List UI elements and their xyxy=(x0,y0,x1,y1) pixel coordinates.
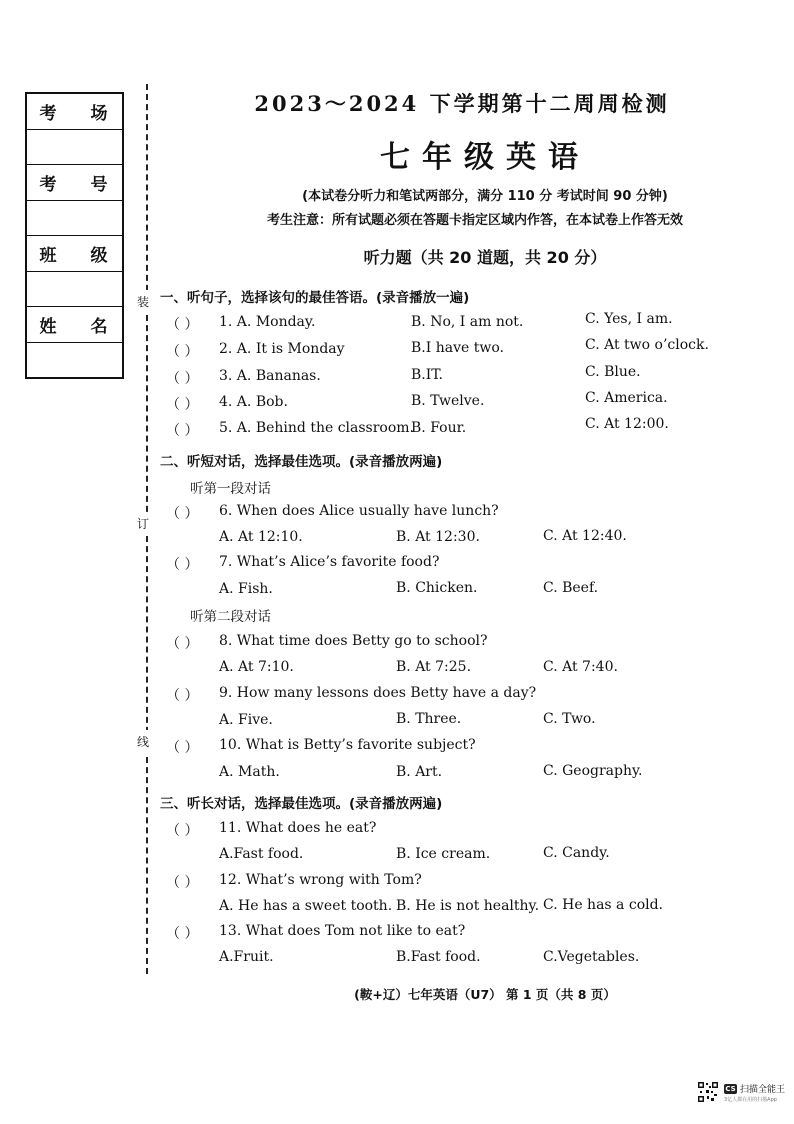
q8-stem: 8. What time does Betty go to school? xyxy=(219,633,488,649)
q6-option-b: B. At 12:30. xyxy=(396,529,480,545)
q1-option-c: C. Yes, I am. xyxy=(585,311,673,327)
q4-option-b: B. Twelve. xyxy=(411,393,485,409)
scanner-tagline: 3亿人都在用的扫描App xyxy=(724,1097,777,1103)
answer-paren-2[interactable]: （ ） xyxy=(166,344,199,360)
q8-option-c: C. At 7:40. xyxy=(543,659,618,675)
answer-paren-7[interactable]: （ ） xyxy=(166,557,199,573)
scanner-brand-name: 扫描全能王 xyxy=(740,1085,786,1095)
q5-option-c: C. At 12:00. xyxy=(585,416,669,432)
info-blank-name xyxy=(27,343,122,379)
q12-stem: 12. What’s wrong with Tom? xyxy=(219,872,422,888)
student-info-box xyxy=(25,92,124,379)
q10-option-a: A. Math. xyxy=(219,764,280,780)
info-blank-exam-number xyxy=(27,201,122,237)
q9-option-a: A. Five. xyxy=(219,712,273,728)
answer-paren-10[interactable]: （ ） xyxy=(166,740,199,756)
q5-option-a: 5. A. Behind the classroom. xyxy=(219,420,415,436)
answer-paren-1[interactable]: （ ） xyxy=(166,317,199,333)
q13-option-b: B.Fast food. xyxy=(396,949,481,965)
q11-option-a: A.Fast food. xyxy=(219,846,304,862)
scanner-watermark xyxy=(724,1082,785,1095)
q6-option-c: C. At 12:40. xyxy=(543,528,627,544)
exam-info-note: (本试卷分听力和笔试两部分，满分 110 分 考试时间 90 分钟) xyxy=(302,189,668,204)
section-2-heading: 二、听短对话，选择最佳选项。(录音播放两遍) xyxy=(160,454,443,470)
q3-option-a: 3. A. Bananas. xyxy=(219,368,321,384)
qr-code-icon xyxy=(697,1081,719,1103)
q3-option-b: B.IT. xyxy=(411,367,443,383)
page-footer: (鞍+辽）七年英语（U7） 第 1 页（共 8 页） xyxy=(354,987,616,1002)
binding-char-ding: 订 xyxy=(137,512,149,535)
subject-title: 七年级英语 xyxy=(380,140,590,175)
q12-option-b: B. He is not healthy. xyxy=(396,898,540,914)
term-title: 2023～2024 下学期第十二周周检测 xyxy=(254,91,670,116)
camscanner-logo-icon: CS xyxy=(725,1084,736,1093)
q10-stem: 10. What is Betty’s favorite subject? xyxy=(219,737,476,753)
q9-option-c: C. Two. xyxy=(543,711,596,727)
q3-option-c: C. Blue. xyxy=(585,364,641,380)
candidate-notice: 考生注意：所有试题必须在答题卡指定区域内作答，在本试卷上作答无效 xyxy=(266,213,683,228)
q11-option-b: B. Ice cream. xyxy=(396,846,491,862)
q7-option-b: B. Chicken. xyxy=(396,580,478,596)
q2-option-a: 2. A. It is Monday xyxy=(219,341,345,357)
q9-stem: 9. How many lessons does Betty have a day? xyxy=(219,685,537,701)
q5-option-b: B. Four. xyxy=(411,420,467,436)
answer-paren-3[interactable]: （ ） xyxy=(166,371,199,387)
q7-option-c: C. Beef. xyxy=(543,580,599,596)
listening-section-title: 听力题（共 20 道题，共 20 分） xyxy=(363,248,607,267)
info-blank-class xyxy=(27,272,122,308)
q10-option-b: B. Art. xyxy=(396,764,443,780)
binding-char-zhuang: 装 xyxy=(137,290,149,313)
q12-option-c: C. He has a cold. xyxy=(543,897,664,913)
q12-option-a: A. He has a sweet tooth. xyxy=(219,898,393,914)
info-blank-exam-room xyxy=(27,130,122,166)
q7-option-a: A. Fish. xyxy=(219,581,273,597)
answer-paren-9[interactable]: （ ） xyxy=(166,688,199,704)
answer-paren-11[interactable]: （ ） xyxy=(166,823,199,839)
answer-paren-12[interactable]: （ ） xyxy=(166,875,199,891)
info-label-class: 班 级 xyxy=(27,236,122,272)
q13-stem: 13. What does Tom not like to eat? xyxy=(219,923,466,939)
q2-option-c: C. At two o’clock. xyxy=(585,337,709,353)
dialogue-2-label: 听第二段对话 xyxy=(190,609,271,625)
answer-paren-13[interactable]: （ ） xyxy=(166,926,199,942)
q2-option-b: B.I have two. xyxy=(411,340,504,356)
answer-paren-8[interactable]: （ ） xyxy=(166,636,199,652)
answer-paren-5[interactable]: （ ） xyxy=(166,423,199,439)
info-label-exam-room: 考 场 xyxy=(27,94,122,130)
q8-option-a: A. At 7:10. xyxy=(219,659,294,675)
q7-stem: 7. What’s Alice’s favorite food? xyxy=(219,554,440,570)
q11-stem: 11. What does he eat? xyxy=(219,820,377,836)
q10-option-c: C. Geography. xyxy=(543,763,643,779)
section-1-heading: 一、听句子，选择该句的最佳答语。(录音播放一遍) xyxy=(160,290,470,306)
section-3-heading: 三、听长对话，选择最佳选项。(录音播放两遍) xyxy=(160,796,443,812)
term-title-row xyxy=(0,88,794,118)
q11-option-c: C. Candy. xyxy=(543,845,610,861)
info-label-name: 姓 名 xyxy=(27,307,122,343)
q1-option-a: 1. A. Monday. xyxy=(219,314,316,330)
answer-paren-4[interactable]: （ ） xyxy=(166,397,199,413)
q1-option-b: B. No, I am not. xyxy=(411,314,524,330)
q4-option-a: 4. A. Bob. xyxy=(219,394,288,410)
q4-option-c: C. America. xyxy=(585,390,668,406)
q9-option-b: B. Three. xyxy=(396,711,462,727)
answer-paren-6[interactable]: （ ） xyxy=(166,506,199,522)
q13-option-c: C.Vegetables. xyxy=(543,949,640,965)
binding-char-xian: 线 xyxy=(137,730,149,753)
dialogue-1-label: 听第一段对话 xyxy=(190,481,271,497)
q6-stem: 6. When does Alice usually have lunch? xyxy=(219,503,499,519)
q8-option-b: B. At 7:25. xyxy=(396,659,472,675)
q6-option-a: A. At 12:10. xyxy=(219,529,303,545)
q13-option-a: A.Fruit. xyxy=(219,949,274,965)
info-label-exam-number: 考 号 xyxy=(27,165,122,201)
